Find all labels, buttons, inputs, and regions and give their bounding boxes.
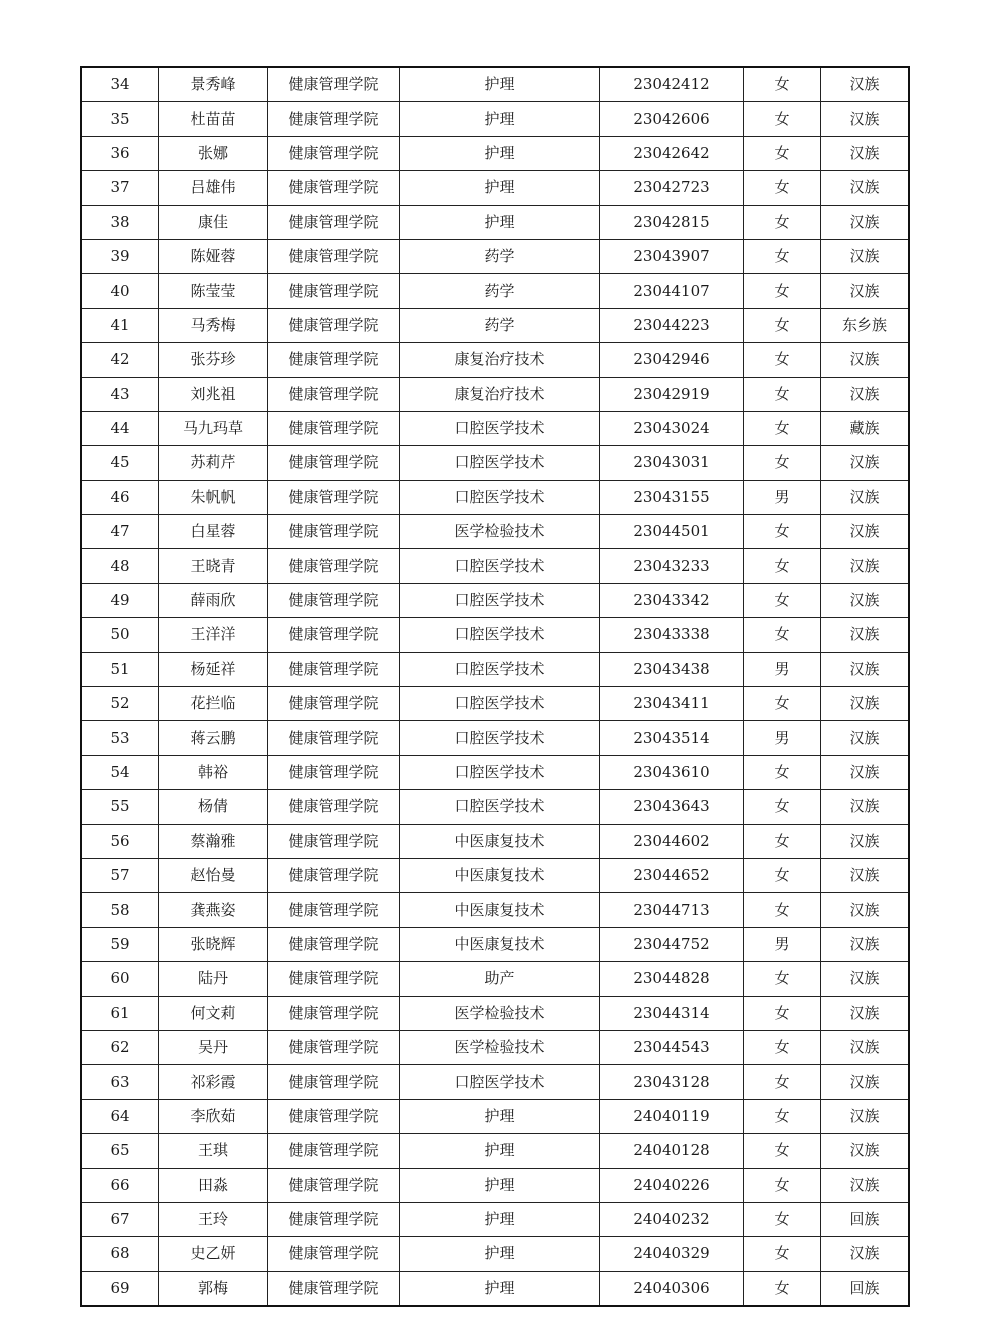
gender-cell: 女: [744, 755, 821, 789]
college-cell: 健康管理学院: [268, 1099, 400, 1133]
row-number-cell: 39: [81, 239, 159, 273]
student-name-cell: 陆丹: [159, 962, 268, 996]
college-cell: 健康管理学院: [268, 858, 400, 892]
student-list-table: [80, 66, 910, 1307]
gender-cell: 女: [744, 67, 821, 102]
major-cell: 口腔医学技术: [400, 480, 600, 514]
college-cell: 健康管理学院: [268, 996, 400, 1030]
table-row: [81, 1271, 909, 1306]
row-number-cell: 45: [81, 446, 159, 480]
student-name-cell: 张娜: [159, 136, 268, 170]
table-row: [81, 480, 909, 514]
student-name-cell: 杨倩: [159, 790, 268, 824]
college-cell: 健康管理学院: [268, 1134, 400, 1168]
ethnicity-cell: 汉族: [821, 1065, 910, 1099]
table-row: [81, 721, 909, 755]
major-cell: 口腔医学技术: [400, 790, 600, 824]
table-row: [81, 652, 909, 686]
student-id-cell: 23044713: [600, 893, 744, 927]
table-row: [81, 549, 909, 583]
ethnicity-cell: 汉族: [821, 446, 910, 480]
student-id-cell: 24040119: [600, 1099, 744, 1133]
gender-cell: 女: [744, 343, 821, 377]
row-number-cell: 60: [81, 962, 159, 996]
gender-cell: 女: [744, 1065, 821, 1099]
gender-cell: 女: [744, 583, 821, 617]
gender-cell: 男: [744, 652, 821, 686]
college-cell: 健康管理学院: [268, 136, 400, 170]
table-row: [81, 274, 909, 308]
student-id-cell: 23042815: [600, 205, 744, 239]
college-cell: 健康管理学院: [268, 1202, 400, 1236]
ethnicity-cell: 汉族: [821, 1030, 910, 1064]
gender-cell: 女: [744, 1271, 821, 1306]
college-cell: 健康管理学院: [268, 171, 400, 205]
gender-cell: 女: [744, 205, 821, 239]
student-name-cell: 康佳: [159, 205, 268, 239]
row-number-cell: 66: [81, 1168, 159, 1202]
table-row: [81, 377, 909, 411]
gender-cell: 女: [744, 790, 821, 824]
college-cell: 健康管理学院: [268, 67, 400, 102]
ethnicity-cell: 汉族: [821, 171, 910, 205]
student-id-cell: 23044752: [600, 927, 744, 961]
college-cell: 健康管理学院: [268, 927, 400, 961]
student-name-cell: 花拦临: [159, 687, 268, 721]
ethnicity-cell: 汉族: [821, 343, 910, 377]
student-name-cell: 王琪: [159, 1134, 268, 1168]
student-id-cell: 23042946: [600, 343, 744, 377]
row-number-cell: 38: [81, 205, 159, 239]
student-name-cell: 田淼: [159, 1168, 268, 1202]
table-row: [81, 136, 909, 170]
ethnicity-cell: 藏族: [821, 411, 910, 445]
student-id-cell: 23044602: [600, 824, 744, 858]
student-id-cell: 23044314: [600, 996, 744, 1030]
major-cell: 口腔医学技术: [400, 755, 600, 789]
gender-cell: 女: [744, 549, 821, 583]
major-cell: 护理: [400, 102, 600, 136]
major-cell: 护理: [400, 67, 600, 102]
major-cell: 中医康复技术: [400, 824, 600, 858]
student-name-cell: 郭梅: [159, 1271, 268, 1306]
ethnicity-cell: 汉族: [821, 858, 910, 892]
ethnicity-cell: 汉族: [821, 1134, 910, 1168]
college-cell: 健康管理学院: [268, 515, 400, 549]
table-row: [81, 687, 909, 721]
student-name-cell: 韩裕: [159, 755, 268, 789]
student-id-cell: 23043907: [600, 239, 744, 273]
student-name-cell: 赵怡曼: [159, 858, 268, 892]
student-id-cell: 23043338: [600, 618, 744, 652]
row-number-cell: 56: [81, 824, 159, 858]
gender-cell: 女: [744, 515, 821, 549]
student-id-cell: 23043411: [600, 687, 744, 721]
student-name-cell: 王玲: [159, 1202, 268, 1236]
student-name-cell: 吴丹: [159, 1030, 268, 1064]
student-id-cell: 23042412: [600, 67, 744, 102]
row-number-cell: 59: [81, 927, 159, 961]
college-cell: 健康管理学院: [268, 377, 400, 411]
student-name-cell: 马秀梅: [159, 308, 268, 342]
table-row: [81, 343, 909, 377]
ethnicity-cell: 汉族: [821, 687, 910, 721]
student-name-cell: 杨延祥: [159, 652, 268, 686]
student-id-cell: 23042642: [600, 136, 744, 170]
college-cell: 健康管理学院: [268, 1237, 400, 1271]
row-number-cell: 46: [81, 480, 159, 514]
student-name-cell: 薛雨欣: [159, 583, 268, 617]
student-name-cell: 张晓辉: [159, 927, 268, 961]
student-name-cell: 刘兆祖: [159, 377, 268, 411]
student-name-cell: 蔡瀚雅: [159, 824, 268, 858]
college-cell: 健康管理学院: [268, 1030, 400, 1064]
row-number-cell: 64: [81, 1099, 159, 1133]
major-cell: 药学: [400, 274, 600, 308]
student-id-cell: 23044543: [600, 1030, 744, 1064]
major-cell: 口腔医学技术: [400, 583, 600, 617]
table-row: [81, 1065, 909, 1099]
gender-cell: 男: [744, 927, 821, 961]
student-id-cell: 23043233: [600, 549, 744, 583]
row-number-cell: 61: [81, 996, 159, 1030]
row-number-cell: 43: [81, 377, 159, 411]
student-name-cell: 陈莹莹: [159, 274, 268, 308]
major-cell: 药学: [400, 239, 600, 273]
college-cell: 健康管理学院: [268, 893, 400, 927]
student-id-cell: 23042919: [600, 377, 744, 411]
college-cell: 健康管理学院: [268, 274, 400, 308]
gender-cell: 女: [744, 687, 821, 721]
student-name-cell: 苏莉芹: [159, 446, 268, 480]
ethnicity-cell: 汉族: [821, 996, 910, 1030]
table-row: [81, 790, 909, 824]
row-number-cell: 58: [81, 893, 159, 927]
student-name-cell: 王晓青: [159, 549, 268, 583]
major-cell: 药学: [400, 308, 600, 342]
student-id-cell: 23043514: [600, 721, 744, 755]
row-number-cell: 37: [81, 171, 159, 205]
student-name-cell: 史乙妍: [159, 1237, 268, 1271]
ethnicity-cell: 东乡族: [821, 308, 910, 342]
college-cell: 健康管理学院: [268, 308, 400, 342]
gender-cell: 女: [744, 1030, 821, 1064]
college-cell: 健康管理学院: [268, 102, 400, 136]
major-cell: 口腔医学技术: [400, 411, 600, 445]
gender-cell: 女: [744, 274, 821, 308]
major-cell: 医学检验技术: [400, 1030, 600, 1064]
row-number-cell: 48: [81, 549, 159, 583]
row-number-cell: 54: [81, 755, 159, 789]
major-cell: 医学检验技术: [400, 515, 600, 549]
row-number-cell: 67: [81, 1202, 159, 1236]
gender-cell: 女: [744, 1237, 821, 1271]
college-cell: 健康管理学院: [268, 824, 400, 858]
student-name-cell: 陈娅蓉: [159, 239, 268, 273]
row-number-cell: 40: [81, 274, 159, 308]
major-cell: 护理: [400, 171, 600, 205]
major-cell: 口腔医学技术: [400, 618, 600, 652]
row-number-cell: 50: [81, 618, 159, 652]
table-row: [81, 1237, 909, 1271]
student-id-cell: 24040128: [600, 1134, 744, 1168]
gender-cell: 女: [744, 239, 821, 273]
college-cell: 健康管理学院: [268, 239, 400, 273]
ethnicity-cell: 汉族: [821, 480, 910, 514]
student-id-cell: 23043342: [600, 583, 744, 617]
table-row: [81, 411, 909, 445]
table-row: [81, 824, 909, 858]
table-row: [81, 1134, 909, 1168]
ethnicity-cell: 汉族: [821, 377, 910, 411]
student-id-cell: 23044501: [600, 515, 744, 549]
student-id-cell: 24040329: [600, 1237, 744, 1271]
major-cell: 医学检验技术: [400, 996, 600, 1030]
gender-cell: 女: [744, 1134, 821, 1168]
student-name-cell: 马九玛草: [159, 411, 268, 445]
gender-cell: 女: [744, 1168, 821, 1202]
student-name-cell: 朱帆帆: [159, 480, 268, 514]
table-row: [81, 67, 909, 102]
major-cell: 助产: [400, 962, 600, 996]
table-row: [81, 618, 909, 652]
ethnicity-cell: 回族: [821, 1271, 910, 1306]
gender-cell: 女: [744, 102, 821, 136]
student-id-cell: 23044223: [600, 308, 744, 342]
student-id-cell: 23042606: [600, 102, 744, 136]
major-cell: 护理: [400, 1202, 600, 1236]
row-number-cell: 68: [81, 1237, 159, 1271]
row-number-cell: 53: [81, 721, 159, 755]
table-row: [81, 205, 909, 239]
table-row: [81, 583, 909, 617]
ethnicity-cell: 汉族: [821, 1099, 910, 1133]
college-cell: 健康管理学院: [268, 652, 400, 686]
row-number-cell: 34: [81, 67, 159, 102]
table-row: [81, 1099, 909, 1133]
student-name-cell: 张芬珍: [159, 343, 268, 377]
student-name-cell: 白星蓉: [159, 515, 268, 549]
ethnicity-cell: 汉族: [821, 67, 910, 102]
student-id-cell: 24040306: [600, 1271, 744, 1306]
student-id-cell: 23043031: [600, 446, 744, 480]
college-cell: 健康管理学院: [268, 446, 400, 480]
major-cell: 中医康复技术: [400, 893, 600, 927]
row-number-cell: 35: [81, 102, 159, 136]
gender-cell: 女: [744, 618, 821, 652]
major-cell: 中医康复技术: [400, 858, 600, 892]
student-id-cell: 23043438: [600, 652, 744, 686]
student-id-cell: 23042723: [600, 171, 744, 205]
ethnicity-cell: 汉族: [821, 962, 910, 996]
ethnicity-cell: 汉族: [821, 927, 910, 961]
major-cell: 护理: [400, 1168, 600, 1202]
gender-cell: 女: [744, 171, 821, 205]
student-name-cell: 蒋云鹏: [159, 721, 268, 755]
major-cell: 口腔医学技术: [400, 687, 600, 721]
college-cell: 健康管理学院: [268, 583, 400, 617]
student-id-cell: 23043155: [600, 480, 744, 514]
row-number-cell: 49: [81, 583, 159, 617]
gender-cell: 女: [744, 1202, 821, 1236]
table-row: [81, 962, 909, 996]
student-name-cell: 景秀峰: [159, 67, 268, 102]
student-name-cell: 李欣茹: [159, 1099, 268, 1133]
college-cell: 健康管理学院: [268, 1271, 400, 1306]
table-row: [81, 1168, 909, 1202]
gender-cell: 女: [744, 824, 821, 858]
college-cell: 健康管理学院: [268, 962, 400, 996]
college-cell: 健康管理学院: [268, 721, 400, 755]
ethnicity-cell: 汉族: [821, 790, 910, 824]
college-cell: 健康管理学院: [268, 687, 400, 721]
major-cell: 口腔医学技术: [400, 549, 600, 583]
student-id-cell: 24040226: [600, 1168, 744, 1202]
table-row: [81, 515, 909, 549]
major-cell: 口腔医学技术: [400, 446, 600, 480]
gender-cell: 男: [744, 480, 821, 514]
student-id-cell: 23043610: [600, 755, 744, 789]
table-row: [81, 446, 909, 480]
college-cell: 健康管理学院: [268, 618, 400, 652]
college-cell: 健康管理学院: [268, 480, 400, 514]
college-cell: 健康管理学院: [268, 1168, 400, 1202]
gender-cell: 女: [744, 308, 821, 342]
major-cell: 口腔医学技术: [400, 652, 600, 686]
major-cell: 口腔医学技术: [400, 1065, 600, 1099]
ethnicity-cell: 汉族: [821, 102, 910, 136]
table-row: [81, 239, 909, 273]
table-row: [81, 171, 909, 205]
row-number-cell: 51: [81, 652, 159, 686]
ethnicity-cell: 汉族: [821, 755, 910, 789]
ethnicity-cell: 回族: [821, 1202, 910, 1236]
student-name-cell: 王洋洋: [159, 618, 268, 652]
row-number-cell: 44: [81, 411, 159, 445]
gender-cell: 女: [744, 996, 821, 1030]
college-cell: 健康管理学院: [268, 205, 400, 239]
major-cell: 中医康复技术: [400, 927, 600, 961]
row-number-cell: 52: [81, 687, 159, 721]
ethnicity-cell: 汉族: [821, 893, 910, 927]
gender-cell: 女: [744, 1099, 821, 1133]
row-number-cell: 63: [81, 1065, 159, 1099]
gender-cell: 女: [744, 962, 821, 996]
table-row: [81, 755, 909, 789]
college-cell: 健康管理学院: [268, 343, 400, 377]
gender-cell: 女: [744, 446, 821, 480]
ethnicity-cell: 汉族: [821, 721, 910, 755]
ethnicity-cell: 汉族: [821, 1237, 910, 1271]
ethnicity-cell: 汉族: [821, 274, 910, 308]
ethnicity-cell: 汉族: [821, 824, 910, 858]
major-cell: 护理: [400, 1134, 600, 1168]
college-cell: 健康管理学院: [268, 790, 400, 824]
student-id-cell: 23044107: [600, 274, 744, 308]
gender-cell: 女: [744, 893, 821, 927]
major-cell: 康复治疗技术: [400, 377, 600, 411]
student-id-cell: 23043128: [600, 1065, 744, 1099]
table-row: [81, 102, 909, 136]
row-number-cell: 36: [81, 136, 159, 170]
table-row: [81, 893, 909, 927]
ethnicity-cell: 汉族: [821, 1168, 910, 1202]
student-id-cell: 23044828: [600, 962, 744, 996]
ethnicity-cell: 汉族: [821, 136, 910, 170]
student-id-cell: 23044652: [600, 858, 744, 892]
gender-cell: 女: [744, 377, 821, 411]
ethnicity-cell: 汉族: [821, 239, 910, 273]
row-number-cell: 65: [81, 1134, 159, 1168]
major-cell: 护理: [400, 1271, 600, 1306]
college-cell: 健康管理学院: [268, 755, 400, 789]
gender-cell: 女: [744, 136, 821, 170]
gender-cell: 女: [744, 858, 821, 892]
student-id-cell: 23043024: [600, 411, 744, 445]
student-id-cell: 23043643: [600, 790, 744, 824]
ethnicity-cell: 汉族: [821, 515, 910, 549]
major-cell: 护理: [400, 136, 600, 170]
ethnicity-cell: 汉族: [821, 549, 910, 583]
gender-cell: 女: [744, 411, 821, 445]
major-cell: 康复治疗技术: [400, 343, 600, 377]
major-cell: 护理: [400, 1099, 600, 1133]
table-row: [81, 1202, 909, 1236]
ethnicity-cell: 汉族: [821, 583, 910, 617]
row-number-cell: 55: [81, 790, 159, 824]
major-cell: 护理: [400, 205, 600, 239]
table-row: [81, 1030, 909, 1064]
ethnicity-cell: 汉族: [821, 652, 910, 686]
gender-cell: 男: [744, 721, 821, 755]
student-name-cell: 杜苗苗: [159, 102, 268, 136]
row-number-cell: 69: [81, 1271, 159, 1306]
ethnicity-cell: 汉族: [821, 618, 910, 652]
student-name-cell: 吕雄伟: [159, 171, 268, 205]
row-number-cell: 41: [81, 308, 159, 342]
student-name-cell: 龚燕姿: [159, 893, 268, 927]
college-cell: 健康管理学院: [268, 1065, 400, 1099]
student-name-cell: 何文莉: [159, 996, 268, 1030]
row-number-cell: 47: [81, 515, 159, 549]
student-list-body: [81, 67, 909, 1306]
table-row: [81, 996, 909, 1030]
major-cell: 护理: [400, 1237, 600, 1271]
major-cell: 口腔医学技术: [400, 721, 600, 755]
student-name-cell: 祁彩霞: [159, 1065, 268, 1099]
table-row: [81, 308, 909, 342]
college-cell: 健康管理学院: [268, 411, 400, 445]
table-row: [81, 927, 909, 961]
row-number-cell: 62: [81, 1030, 159, 1064]
student-id-cell: 24040232: [600, 1202, 744, 1236]
row-number-cell: 57: [81, 858, 159, 892]
college-cell: 健康管理学院: [268, 549, 400, 583]
table-row: [81, 858, 909, 892]
ethnicity-cell: 汉族: [821, 205, 910, 239]
row-number-cell: 42: [81, 343, 159, 377]
